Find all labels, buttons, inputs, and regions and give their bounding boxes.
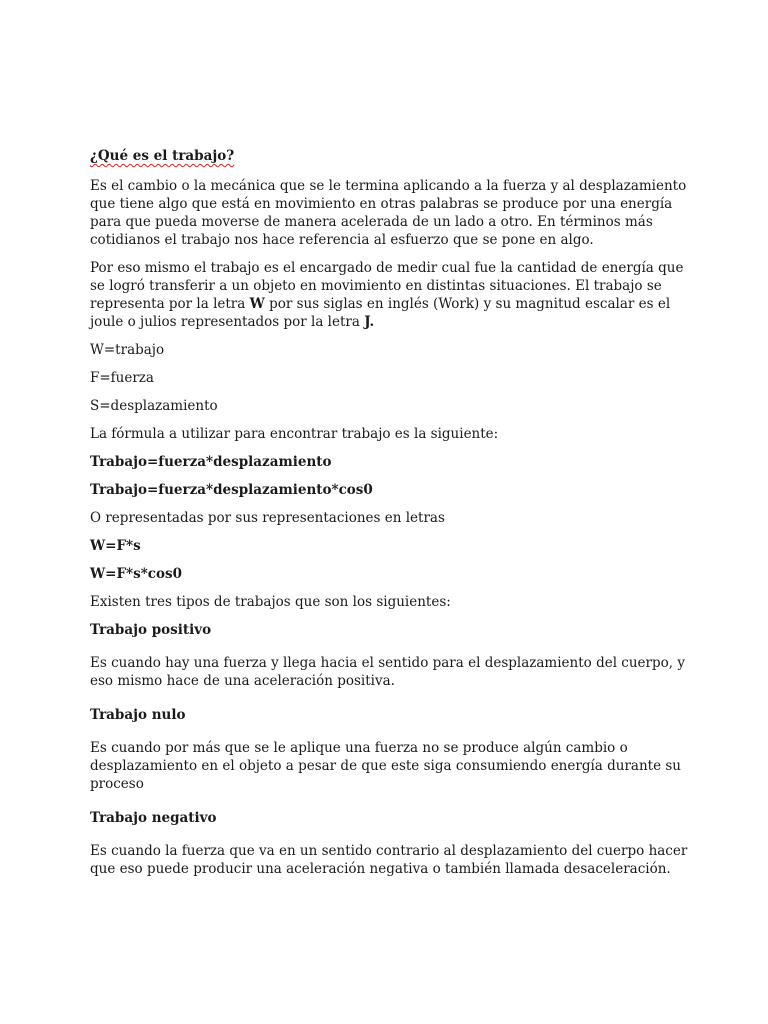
letter-j: J. <box>364 314 375 330</box>
definition-s: S=desplazamiento <box>90 398 218 414</box>
paragraph-measure-text-2: por sus siglas en inglés (Work) y su magnitud escalar es el joule o julios representados por la letra <box>90 296 671 330</box>
type-text-negative: Es cuando la fuerza que va en un sentido contrario al desplazamiento del cuerpo hacer que eso puede producir una aceleración negativa o también llamada desaceleración. <box>90 843 688 877</box>
letter-w: W <box>249 296 265 312</box>
formula-2: Trabajo=fuerza*desplazamiento*cos0 <box>90 482 373 498</box>
formula-intro: La fórmula a utilizar para encontrar trabajo es la siguiente: <box>90 426 499 442</box>
letters-intro: O representadas por sus representaciones en letras <box>90 510 445 526</box>
type-heading-null: Trabajo nulo <box>90 707 186 723</box>
paragraph-definition: Es el cambio o la mecánica que se le termina aplicando a la fuerza y al desplazamiento que tiene algo que está en movimiento en otras palabras se produce por una energía para que pueda moverse de manera acelerada de un lado a otro. En términos más cotidianos el trabajo nos hace referencia al esfuerzo que se pone en algo. <box>90 178 687 248</box>
definition-f: F=fuerza <box>90 370 154 386</box>
paragraph-measure <box>90 259 690 331</box>
document-body <box>90 147 690 894</box>
type-text-null: Es cuando por más que se le aplique una fuerza no se produce algún cambio o desplazamiento en el objeto a pesar de que este siga consumiendo energía durante su proceso <box>90 740 681 792</box>
formula-4: W=F*s*cos0 <box>90 566 182 582</box>
types-intro: Existen tres tipos de trabajos que son los siguientes: <box>90 594 451 610</box>
type-text-positive: Es cuando hay una fuerza y llega hacia el sentido para el desplazamiento del cuerpo, y eso mismo hace de una aceleración positiva. <box>90 655 685 689</box>
definition-w: W=trabajo <box>90 342 165 358</box>
document-title: ¿Qué es el trabajo? <box>90 148 235 164</box>
formula-1: Trabajo=fuerza*desplazamiento <box>90 454 332 470</box>
paragraph-measure-text-1: Por eso mismo el trabajo es el encargado de medir cual fue la cantidad de energía que se logró transferir a un objeto en movimiento en distintas situaciones. El trabajo se representa por la letra <box>90 260 684 312</box>
type-heading-positive: Trabajo positivo <box>90 622 212 638</box>
formula-3: W=F*s <box>90 538 141 554</box>
type-heading-negative: Trabajo negativo <box>90 810 217 826</box>
